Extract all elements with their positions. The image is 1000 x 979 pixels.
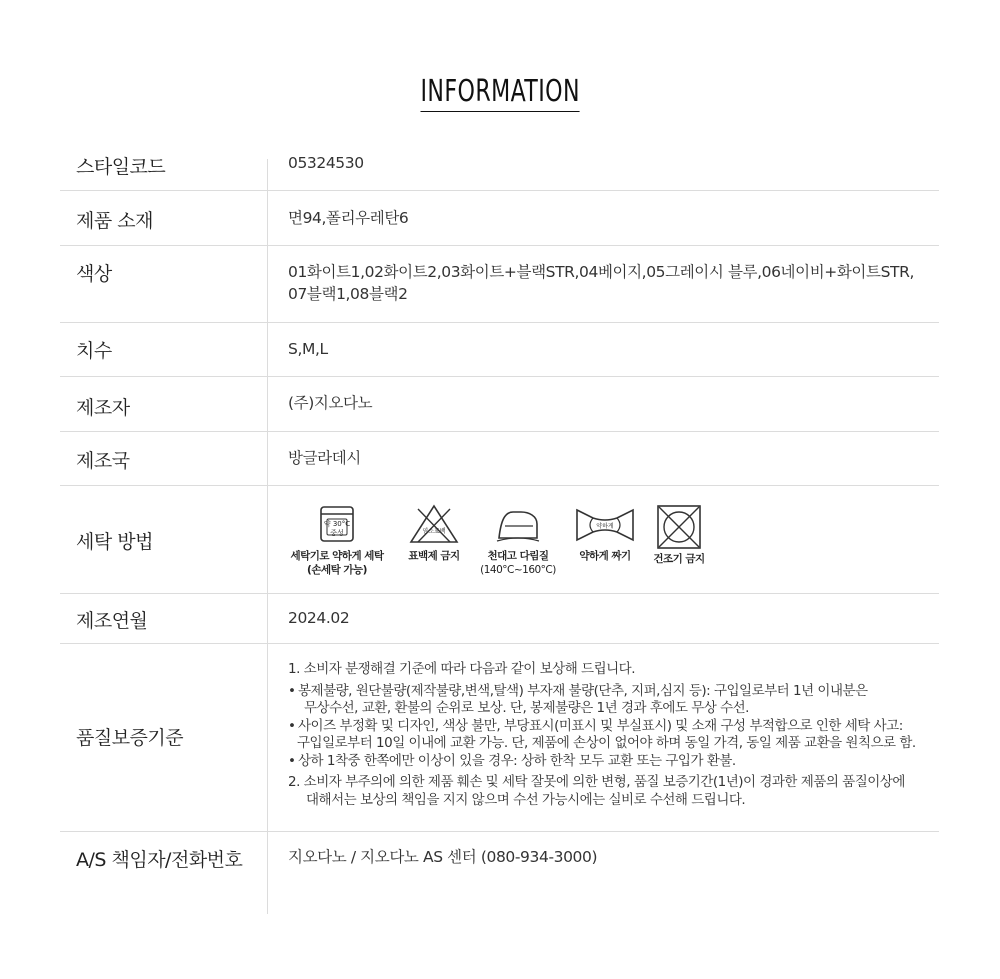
inner-line: 중성 <box>330 529 344 537</box>
wash-caption <box>400 549 468 563</box>
table-row-wash <box>60 486 939 594</box>
wash-item <box>476 504 560 577</box>
wash-item <box>572 504 638 563</box>
iron-with-cloth-icon <box>493 504 543 544</box>
wash-caption <box>572 549 638 563</box>
column-divider <box>267 323 268 376</box>
caption-line: 천대고 다림질 <box>487 550 549 562</box>
quality-bullet-3: • 상하 1착중 한쪽에만 이상이 있을 경우: 상하 한착 모두 교환 또는 구입가 환불. <box>288 753 938 771</box>
wash-item <box>400 504 468 563</box>
table-row-sizes <box>60 323 939 377</box>
row-label: 제품 소재 <box>76 210 153 232</box>
colors-line-1: 01화이트1,02화이트2,03화이트+블랙STR,04베이지,05그레이시 블루,06네이비+화이트STR, <box>288 263 914 281</box>
no-bleach-icon <box>408 504 460 544</box>
column-divider <box>267 644 268 831</box>
quality-item-2-line-2: 대해서는 보상의 책임을 지지 않으며 수선 가능시에는 실비로 수선해 드립니다. <box>306 791 746 808</box>
info-table <box>60 139 939 914</box>
no-tumble-dry-icon <box>656 504 702 550</box>
table-row-colors <box>60 246 939 323</box>
page-title-wrap <box>0 74 1000 112</box>
row-label: 품질보증기준 <box>76 727 184 749</box>
wash-caption <box>288 549 386 577</box>
row-value: 방글라데시 <box>288 449 361 467</box>
page-title: INFORMATION <box>420 74 579 112</box>
quality-bullet-2-line-1: • 사이즈 부정확 및 디자인, 색상 불만, 부당표시(미표시 및 부실표시) 및 소재 구성 부적합으로 인한 세탁 사고: <box>288 718 938 736</box>
table-row-style-code <box>60 139 939 191</box>
column-divider <box>267 594 268 643</box>
column-divider <box>267 159 268 190</box>
column-divider <box>267 377 268 431</box>
table-row-manufacturer <box>60 377 939 432</box>
row-label: A/S 책임자/전화번호 <box>76 849 243 871</box>
row-value: 지오다노 / 지오다노 AS 센터 (080-934-3000) <box>288 848 598 866</box>
row-value: 면94,폴리우레탄6 <box>288 209 409 227</box>
caption-line: 건조기 금지 <box>653 553 705 565</box>
quality-bullet-2-line-2: 구입일로부터 10일 이내에 교환 가능. 단, 제품에 손상이 없어야 하며 동일 가격, 동일 제품 교환을 원칙으로 함. <box>297 735 916 751</box>
inner-line: 약 30°C <box>323 520 351 528</box>
table-row-manufacture-date <box>60 594 939 644</box>
wash-item <box>646 504 712 566</box>
wash-icons <box>288 504 748 584</box>
column-divider <box>267 832 268 914</box>
row-label: 스타일코드 <box>76 156 166 178</box>
quality-item-2-line-1: 2. 소비자 부주의에 의한 제품 훼손 및 세탁 잘못에 의한 변형, 품질 보증기간(1년)이 경과한 제품의 품질이상에 <box>288 774 905 790</box>
wash-item <box>288 504 386 577</box>
quality-item-1: 1. 소비자 분쟁해결 기준에 따라 다음과 같이 보상해 드립니다. <box>288 661 635 677</box>
row-value: S,M,L <box>288 340 328 358</box>
row-label: 제조자 <box>76 397 130 419</box>
quality-bullet-1-line-2: 무상수선, 교환, 환불의 순위로 보상. 단, 봉제불량은 1년 경과 후에도 무상 수선. <box>304 700 749 716</box>
row-label: 제조연월 <box>76 610 148 632</box>
quality-terms <box>288 661 938 809</box>
column-divider <box>267 432 268 485</box>
column-divider <box>267 486 268 593</box>
column-divider <box>267 191 268 245</box>
row-value: 05324530 <box>288 154 364 172</box>
table-row-as-contact <box>60 832 939 914</box>
no-bleach-inner-text: 염소표백 <box>422 528 446 535</box>
caption-line: (140°C~160°C) <box>480 564 556 576</box>
row-label: 제조국 <box>76 450 130 472</box>
hand-wash-inner-text <box>288 520 386 538</box>
column-divider <box>267 246 268 322</box>
quality-bullet-1-line-1: • 봉제불량, 원단불량(제작불량,변색,탈색) 부자재 불량(단추, 지퍼,심지 등): 구입일로부터 1년 이내분은 <box>288 683 938 701</box>
caption-line: (손세탁 가능) <box>307 564 367 576</box>
row-value: 2024.02 <box>288 609 350 627</box>
table-row-quality-warranty <box>60 644 939 832</box>
caption-line: 표백제 금지 <box>408 550 460 562</box>
wash-caption <box>476 549 560 577</box>
caption-line: 약하게 짜기 <box>579 550 631 562</box>
caption-line: 세탁기로 약하게 세탁 <box>290 550 384 562</box>
row-label: 치수 <box>76 340 112 362</box>
row-value <box>288 261 914 305</box>
table-row-material <box>60 191 939 246</box>
row-value: (주)지오다노 <box>288 394 373 412</box>
wash-caption <box>646 552 712 566</box>
row-label: 세탁 방법 <box>76 531 153 553</box>
row-label: 색상 <box>76 263 112 285</box>
wring-inner-text: 약하게 <box>596 523 614 530</box>
table-row-country <box>60 432 939 486</box>
colors-line-2: 07블랙1,08블랙2 <box>288 285 408 303</box>
